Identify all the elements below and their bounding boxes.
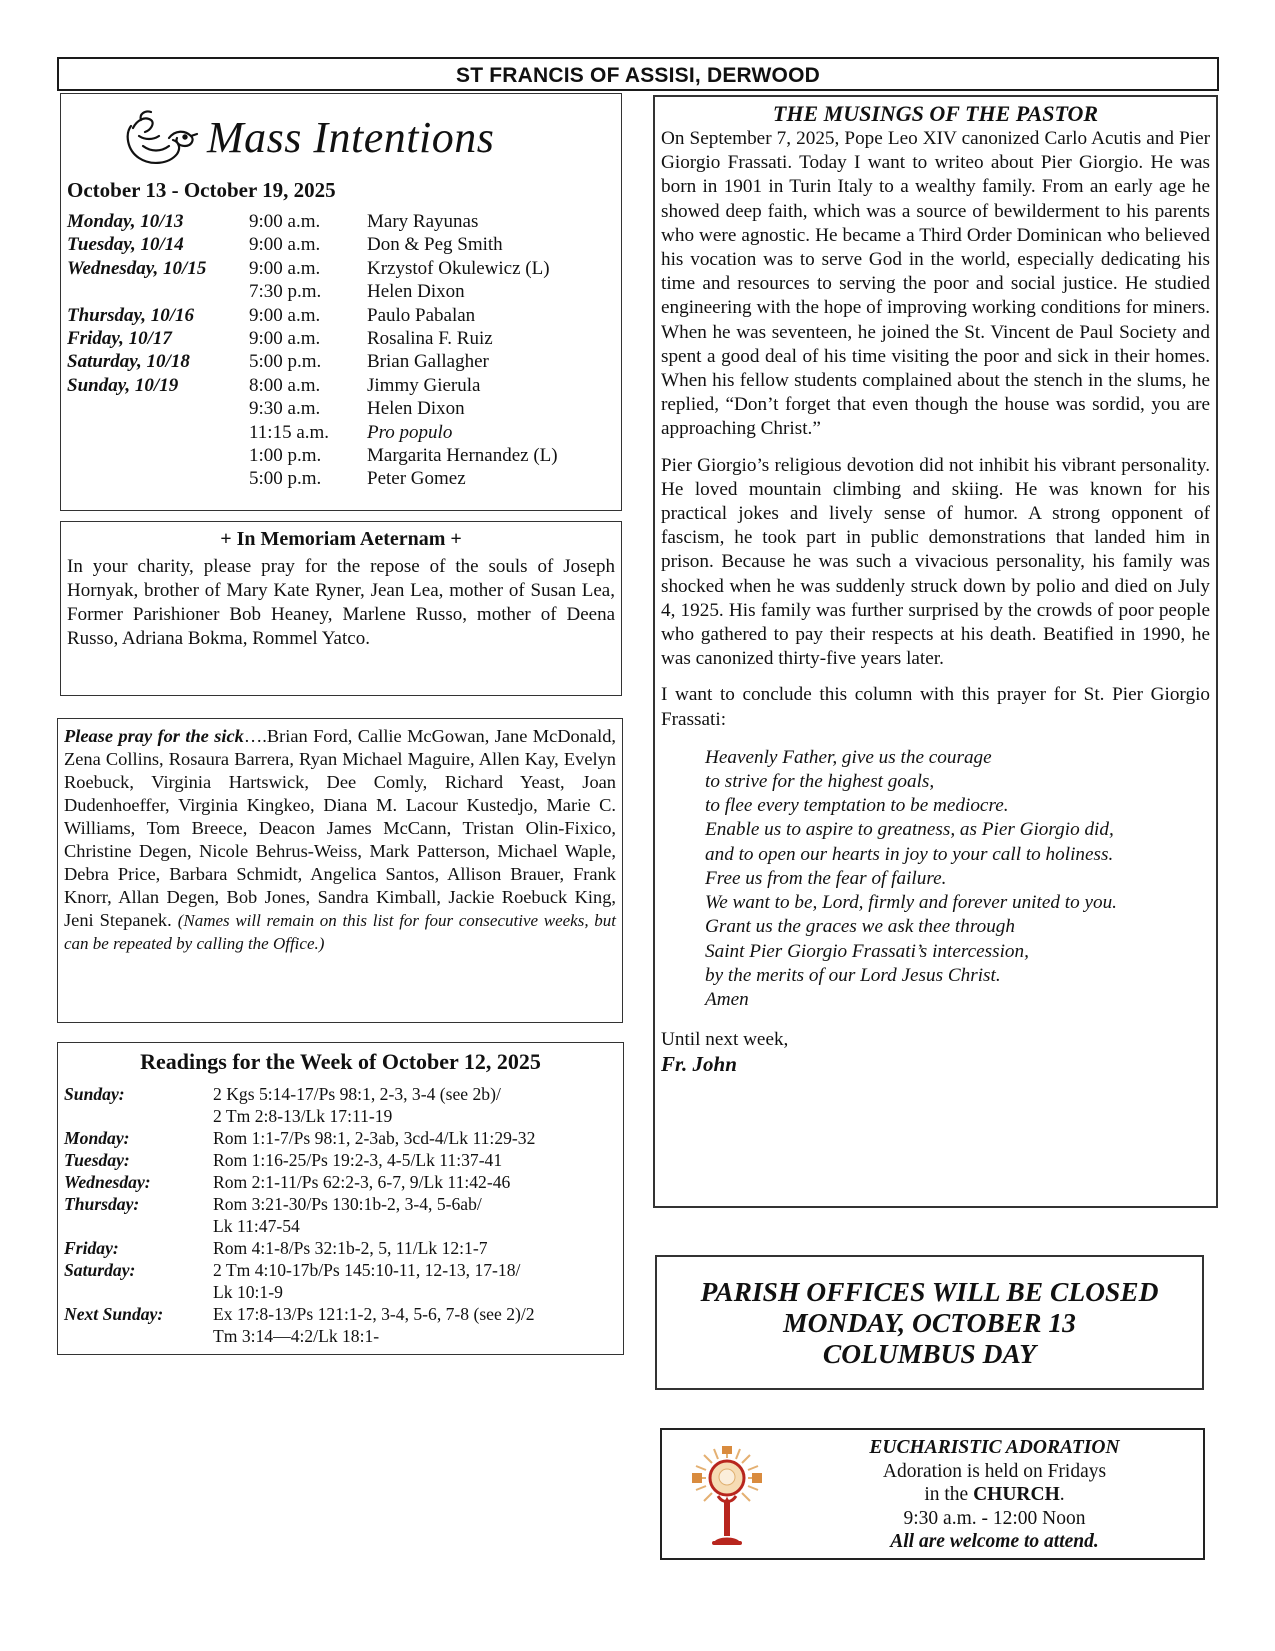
parish-name: ST FRANCIS OF ASSISI, DERWOOD xyxy=(456,64,820,87)
mass-day: Sunday, 10/19 xyxy=(67,374,179,396)
adoration-welcome: All are welcome to attend. xyxy=(890,1531,1099,1553)
mass-intention-row xyxy=(67,350,558,373)
in-memoriam-box xyxy=(60,521,622,696)
mass-intention: Margarita Hernandez (L) xyxy=(367,445,558,467)
mass-time: 9:00 a.m. xyxy=(249,257,321,279)
sick-list-lead: Please pray for the sick xyxy=(64,726,244,746)
pastor-paragraph: On September 7, 2025, Pope Leo XIV canonized Carlo Acutis and Pier Giorgio Frassati. Today I want to writeo about Pier Giorgio. He was born in 1901 in Turin Italy to a wealthy family. From an early age he showed deep faith, which was a source of bewilderment to his parents who were agnostic. He became a Third Order Dominican who believed his vocation was to serve God in the world, especially dedicating his time and resources to serving the poor and social justice. He studied engineering with the hope of improving working conditions for miners. When he was seventeen, he joined the St. Vincent de Paul Society and spent a good deal of his time visiting the poor and sick in their homes. When his fellow students complained about the stench in the slums, he replied, “Don’t forget that even though the house was sordid, you are approaching Christ.” xyxy=(661,128,1210,440)
in-memoriam-text: In your charity, please pray for the repose of the souls of Joseph Hornyak, brother of Mary Kate Ryner, Jean Lea, mother of Susan Lea, Former Parishioner Bob Heaney, Marlene Russo, mother of Deena Russo, Adriana Bokma, Rommel Yatco. xyxy=(67,556,615,649)
mass-time: 5:00 p.m. xyxy=(249,351,322,373)
prayer-line: Grant us the graces we ask thee through xyxy=(705,916,1015,938)
mass-time: 11:15 a.m. xyxy=(249,421,330,443)
reading-day xyxy=(64,1281,213,1303)
mass-intention-row xyxy=(67,304,558,327)
prayer-line: and to open our hearts in joy to your call to holiness. xyxy=(705,843,1114,865)
frassati-prayer xyxy=(705,746,1216,1012)
mass-day: Thursday, 10/16 xyxy=(67,304,195,326)
mass-intention-row xyxy=(67,233,558,256)
mass-time: 9:00 a.m. xyxy=(249,211,321,232)
prayer-line: We want to be, Lord, firmly and forever united to you. xyxy=(705,892,1117,914)
reading-day xyxy=(64,1215,213,1237)
mass-intentions-heading xyxy=(121,102,494,172)
adoration-day: Adoration is held on Fridays xyxy=(882,1460,1107,1482)
reading-citation: Rom 3:21-30/Ps 130:1b-2, 3-4, 5-6ab/ xyxy=(213,1194,482,1214)
week-range: October 13 - October 19, 2025 xyxy=(67,178,336,202)
reading-day xyxy=(64,1325,213,1347)
mass-day xyxy=(67,397,249,420)
dove-icon xyxy=(121,106,199,168)
adoration-hours: 9:30 a.m. - 12:00 Noon xyxy=(903,1507,1086,1529)
mass-time: 8:00 a.m. xyxy=(249,374,321,396)
mass-intention-row xyxy=(67,374,558,397)
closed-notice-line: COLUMBUS DAY xyxy=(822,1338,1037,1369)
mass-time: 1:00 p.m. xyxy=(249,445,322,467)
reading-row xyxy=(64,1281,608,1303)
sick-list-note: (Names will remain on this list for four consecutive weeks, but can be repeated by calling the Office.) xyxy=(64,911,616,953)
adoration-location-prefix: in the xyxy=(924,1484,974,1506)
reading-day: Monday: xyxy=(64,1128,130,1148)
pastor-musings-box xyxy=(653,95,1218,1208)
pastor-signature: Fr. John xyxy=(661,1052,737,1077)
mass-intention-row xyxy=(67,467,558,490)
prayer-line: Enable us to aspire to greatness, as Pier Giorgio did, xyxy=(705,819,1114,841)
monstrance-icon xyxy=(684,1440,770,1552)
reading-day: Wednesday: xyxy=(64,1172,151,1192)
weekly-readings-box xyxy=(57,1042,624,1355)
mass-time: 9:00 a.m. xyxy=(249,328,321,350)
adoration-location-suffix: . xyxy=(1059,1484,1065,1506)
reading-row xyxy=(64,1237,608,1259)
mass-intention-row xyxy=(67,257,558,280)
prayer-line: to flee every temptation to be mediocre. xyxy=(705,795,1009,817)
mass-intentions-table xyxy=(67,210,558,491)
mass-time: 9:00 a.m. xyxy=(249,234,321,256)
reading-day: Next Sunday: xyxy=(64,1304,164,1324)
readings-list xyxy=(64,1083,608,1347)
reading-citation: Ex 17:8-13/Ps 121:1-2, 3-4, 5-6, 7-8 (see 2)/2 xyxy=(213,1304,535,1324)
mass-intention: Don & Peg Smith xyxy=(367,234,503,256)
reading-citation: Tm 3:14—4:2/Lk 18:1- xyxy=(213,1326,380,1346)
mass-intention: Jimmy Gierula xyxy=(367,374,481,396)
reading-citation: Rom 1:16-25/Ps 19:2-3, 4-5/Lk 11:37-41 xyxy=(213,1150,503,1170)
reading-row xyxy=(64,1215,608,1237)
adoration-text xyxy=(792,1436,1197,1554)
mass-intentions-box xyxy=(60,93,622,511)
prayer-line: Free us from the fear of failure. xyxy=(705,867,947,889)
reading-day xyxy=(64,1105,213,1127)
prayer-line: to strive for the highest goals, xyxy=(705,771,935,793)
reading-citation: Rom 1:1-7/Ps 98:1, 2-3ab, 3cd-4/Lk 11:29-32 xyxy=(213,1128,536,1148)
reading-day: Thursday: xyxy=(64,1194,140,1214)
mass-intention-row xyxy=(67,210,558,233)
mass-intention-row xyxy=(67,397,558,420)
mass-time: 5:00 p.m. xyxy=(249,468,322,490)
mass-day: Saturday, 10/18 xyxy=(67,351,190,373)
reading-day: Saturday: xyxy=(64,1260,136,1280)
mass-day: Tuesday, 10/14 xyxy=(67,234,184,256)
mass-intention-row xyxy=(67,444,558,467)
reading-day: Tuesday: xyxy=(64,1150,130,1170)
mass-intention-row xyxy=(67,327,558,350)
parish-header-banner xyxy=(57,57,1219,91)
reading-row xyxy=(64,1083,608,1105)
prayer-line: Saint Pier Giorgio Frassati’s intercession, xyxy=(705,940,1029,962)
sick-list-names: ….Brian Ford, Callie McGowan, Jane McDonald, Zena Collins, Rosaura Barrera, Ryan Michael Maguire, Allen Kay, Evelyn Roebuck, Virginia Hartswick, Dee Comly, Richard Yeast, Joan Dudenhoeffer, Virginia Kingkeo, Diana M. Lacour Kustedjo, Marie C. Williams, Tom Breece, Deacon James McCann, Tristan Olin-Fixico, Christine Degen, Nicole Behrus-Weiss, Mark Patterson, Michael Waple, Debra Price, Barbara Schmidt, Angelica Santos, Allison Brauer, Frank Knorr, Allan Degen, Bob Jones, Sandra Kimball, Jackie Roebuck King, Jeni Stepanek. xyxy=(64,726,616,930)
mass-day: Monday, 10/13 xyxy=(67,211,184,232)
reading-citation: 2 Tm 2:8-13/Lk 17:11-19 xyxy=(213,1106,393,1126)
mass-intention: Peter Gomez xyxy=(367,468,466,490)
reading-citation: Lk 11:47-54 xyxy=(213,1216,300,1236)
pastor-paragraph: I want to conclude this column with this prayer for St. Pier Giorgio Frassati: xyxy=(661,684,1210,730)
mass-day: Friday, 10/17 xyxy=(67,328,172,350)
reading-day: Friday: xyxy=(64,1238,119,1258)
pray-for-sick-box xyxy=(57,718,623,1023)
mass-time: 9:00 a.m. xyxy=(249,304,321,326)
prayer-line: Amen xyxy=(705,988,749,1010)
reading-row xyxy=(64,1105,608,1127)
reading-row xyxy=(64,1303,608,1325)
reading-citation: Rom 2:1-11/Ps 62:2-3, 6-7, 9/Lk 11:42-46 xyxy=(213,1172,511,1192)
adoration-title: EUCHARISTIC ADORATION xyxy=(869,1437,1120,1458)
mass-time: 7:30 p.m. xyxy=(249,281,322,303)
mass-intention-row xyxy=(67,421,558,444)
prayer-line: by the merits of our Lord Jesus Christ. xyxy=(705,964,1001,986)
reading-row xyxy=(64,1171,608,1193)
reading-row xyxy=(64,1325,608,1347)
mass-day xyxy=(67,421,249,444)
mass-intentions-title: Mass Intentions xyxy=(207,112,495,162)
mass-intention: Krzystof Okulewicz (L) xyxy=(367,257,550,279)
reading-citation: Lk 10:1-9 xyxy=(213,1282,283,1302)
offices-closed-notice xyxy=(655,1255,1204,1390)
mass-time: 9:30 a.m. xyxy=(249,398,321,420)
pastor-paragraph: Pier Giorgio’s religious devotion did not inhibit his vibrant personality. He loved mountain climbing and skiing. He was known for his practical jokes and lively sense of humor. A strong opponent of fascism, he took part in public demonstrations that landed him in prison. Because he was such a vivacious personality, his family was shocked when he was suddenly struck down by polio and died on July 4, 1925. His family was further surprised by the crowds of poor people who gathered to pay their respects at his death. Beatified in 1990, he was canonized thirty-five years later. xyxy=(661,454,1210,670)
reading-citation: 2 Kgs 5:14-17/Ps 98:1, 2-3, 3-4 (see 2b)/ xyxy=(213,1084,501,1104)
reading-citation: Rom 4:1-8/Ps 32:1b-2, 5, 11/Lk 12:1-7 xyxy=(213,1238,488,1258)
closed-notice-line: MONDAY, OCTOBER 13 xyxy=(783,1307,1076,1338)
mass-day xyxy=(67,467,249,490)
reading-day: Sunday: xyxy=(64,1084,125,1104)
mass-intention: Helen Dixon xyxy=(367,398,465,420)
pastor-closing: Until next week, xyxy=(661,1029,789,1051)
mass-intention: Paulo Pabalan xyxy=(367,304,476,326)
closed-notice-line: PARISH OFFICES WILL BE CLOSED xyxy=(700,1276,1159,1307)
mass-intention: Brian Gallagher xyxy=(367,351,489,373)
mass-intention: Helen Dixon xyxy=(367,281,465,303)
pastor-column-title: THE MUSINGS OF THE PASTOR xyxy=(772,101,1099,126)
in-memoriam-title: + In Memoriam Aeternam + xyxy=(220,528,462,550)
prayer-line: Heavenly Father, give us the courage xyxy=(705,746,992,768)
mass-day: Wednesday, 10/15 xyxy=(67,257,207,279)
adoration-location-church: CHURCH xyxy=(973,1484,1060,1506)
reading-row xyxy=(64,1259,608,1281)
reading-citation: 2 Tm 4:10-17b/Ps 145:10-11, 12-13, 17-18/ xyxy=(213,1260,521,1280)
reading-row xyxy=(64,1149,608,1171)
mass-intention-row xyxy=(67,280,558,303)
mass-intention: Rosalina F. Ruiz xyxy=(367,328,493,350)
sick-list-paragraph xyxy=(64,725,616,955)
mass-day xyxy=(67,444,249,467)
eucharistic-adoration-box xyxy=(660,1428,1205,1560)
adoration-location xyxy=(792,1483,1197,1507)
mass-intention: Pro populo xyxy=(367,421,453,443)
mass-intention: Mary Rayunas xyxy=(367,211,479,232)
readings-title: Readings for the Week of October 12, 2025 xyxy=(140,1049,541,1074)
reading-row xyxy=(64,1193,608,1215)
mass-day xyxy=(67,280,249,303)
reading-row xyxy=(64,1127,608,1149)
